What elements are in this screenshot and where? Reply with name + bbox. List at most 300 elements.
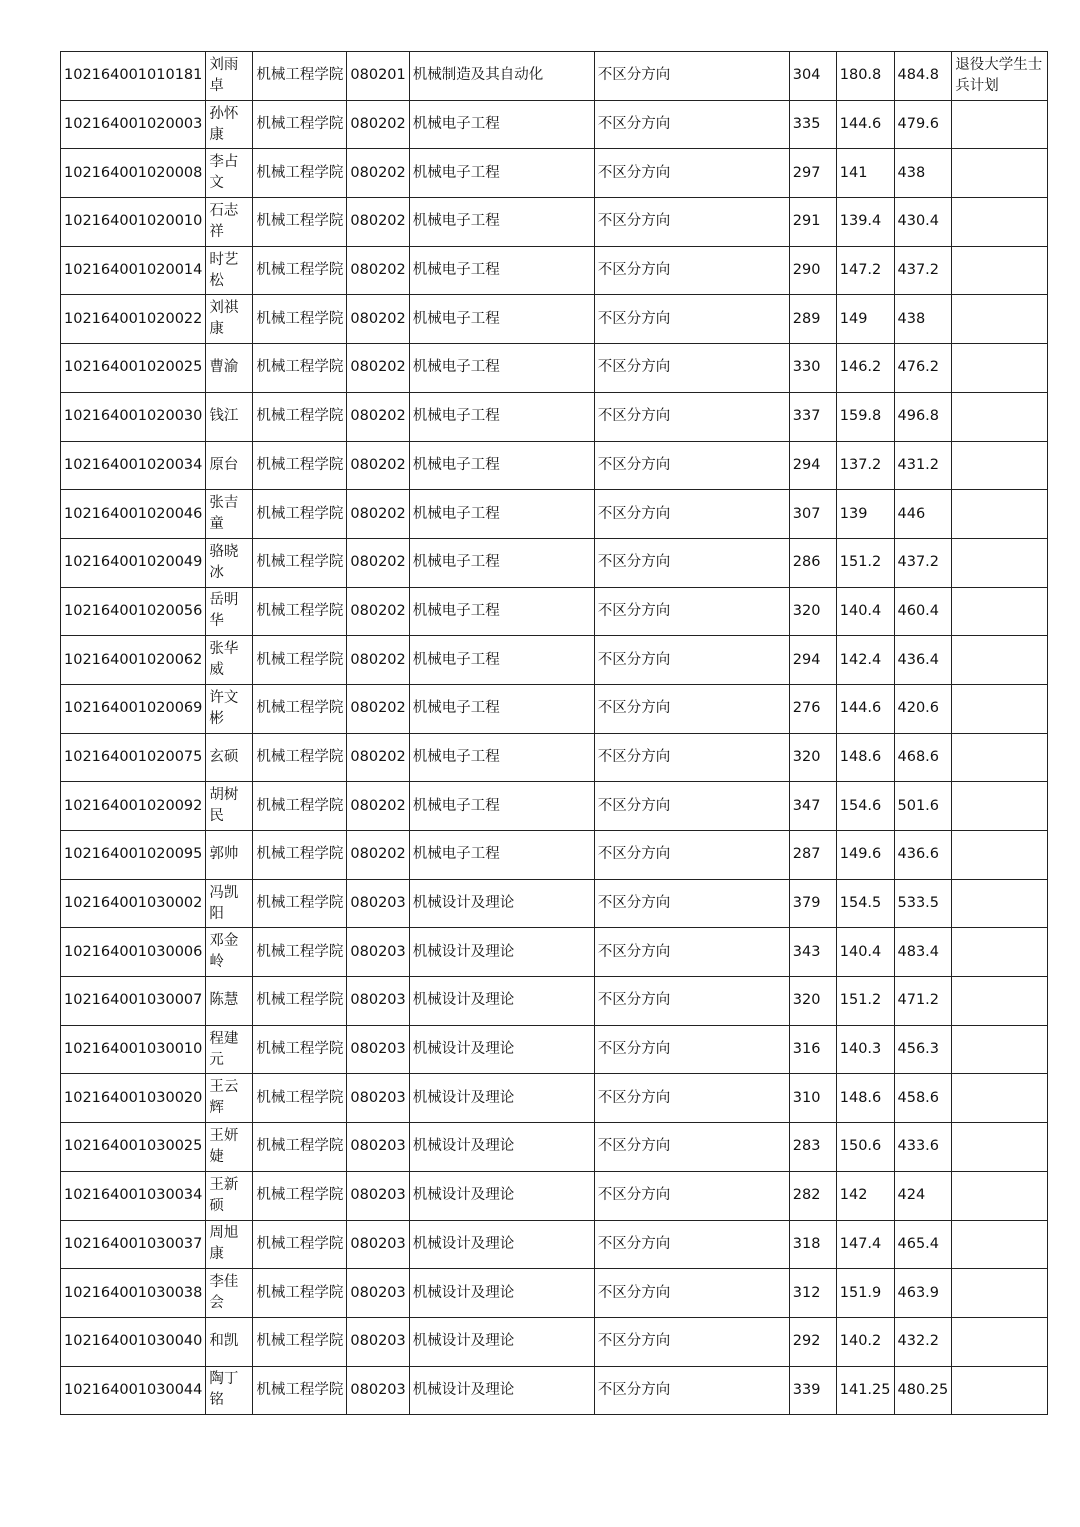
score1-cell: 312	[789, 1269, 836, 1318]
name-cell: 和凯	[206, 1317, 253, 1366]
total-cell: 501.6	[894, 782, 952, 831]
table-row	[61, 1366, 1048, 1415]
score2-cell: 141	[836, 149, 894, 198]
note-cell	[952, 1317, 1048, 1366]
code-cell: 080202	[347, 684, 409, 733]
college-cell: 机械工程学院	[253, 1123, 347, 1172]
direction-cell: 不区分方向	[594, 928, 789, 977]
note-cell	[952, 1123, 1048, 1172]
score1-cell: 282	[789, 1171, 836, 1220]
note-cell	[952, 441, 1048, 490]
college-cell: 机械工程学院	[253, 928, 347, 977]
name-cell: 张吉童	[206, 490, 253, 539]
note-cell	[952, 100, 1048, 149]
id-cell: 102164001020062	[61, 636, 206, 685]
college-cell: 机械工程学院	[253, 198, 347, 247]
id-cell: 102164001030037	[61, 1220, 206, 1269]
total-cell: 468.6	[894, 733, 952, 782]
note-cell	[952, 1269, 1048, 1318]
college-cell: 机械工程学院	[253, 246, 347, 295]
total-cell: 465.4	[894, 1220, 952, 1269]
total-cell: 496.8	[894, 392, 952, 441]
score1-cell: 330	[789, 344, 836, 393]
note-cell	[952, 587, 1048, 636]
college-cell: 机械工程学院	[253, 1269, 347, 1318]
college-cell: 机械工程学院	[253, 149, 347, 198]
total-cell: 483.4	[894, 928, 952, 977]
score2-cell: 140.4	[836, 587, 894, 636]
score1-cell: 297	[789, 149, 836, 198]
table-row	[61, 538, 1048, 587]
note-cell	[952, 977, 1048, 1026]
score2-cell: 159.8	[836, 392, 894, 441]
score2-cell: 139	[836, 490, 894, 539]
score2-cell: 149	[836, 295, 894, 344]
major-cell: 机械设计及理论	[409, 1317, 594, 1366]
direction-cell: 不区分方向	[594, 538, 789, 587]
code-cell: 080202	[347, 831, 409, 880]
score1-cell: 283	[789, 1123, 836, 1172]
note-cell	[952, 1171, 1048, 1220]
note-cell	[952, 344, 1048, 393]
score1-cell: 335	[789, 100, 836, 149]
note-cell	[952, 733, 1048, 782]
direction-cell: 不区分方向	[594, 636, 789, 685]
table-row	[61, 733, 1048, 782]
score2-cell: 151.9	[836, 1269, 894, 1318]
total-cell: 438	[894, 149, 952, 198]
score2-cell: 154.6	[836, 782, 894, 831]
total-cell: 424	[894, 1171, 952, 1220]
college-cell: 机械工程学院	[253, 441, 347, 490]
score1-cell: 339	[789, 1366, 836, 1415]
code-cell: 080203	[347, 1074, 409, 1123]
table-body	[61, 52, 1048, 1415]
direction-cell: 不区分方向	[594, 684, 789, 733]
table-row	[61, 490, 1048, 539]
id-cell: 102164001030038	[61, 1269, 206, 1318]
score2-cell: 148.6	[836, 733, 894, 782]
name-cell: 胡树民	[206, 782, 253, 831]
score1-cell: 310	[789, 1074, 836, 1123]
id-cell: 102164001030034	[61, 1171, 206, 1220]
name-cell: 程建元	[206, 1025, 253, 1074]
major-cell: 机械电子工程	[409, 295, 594, 344]
id-cell: 102164001020046	[61, 490, 206, 539]
score1-cell: 291	[789, 198, 836, 247]
total-cell: 456.3	[894, 1025, 952, 1074]
college-cell: 机械工程学院	[253, 1220, 347, 1269]
direction-cell: 不区分方向	[594, 587, 789, 636]
major-cell: 机械设计及理论	[409, 1123, 594, 1172]
id-cell: 102164001020069	[61, 684, 206, 733]
college-cell: 机械工程学院	[253, 295, 347, 344]
table-row	[61, 684, 1048, 733]
note-cell	[952, 1220, 1048, 1269]
major-cell: 机械设计及理论	[409, 1025, 594, 1074]
total-cell: 433.6	[894, 1123, 952, 1172]
major-cell: 机械电子工程	[409, 392, 594, 441]
total-cell: 479.6	[894, 100, 952, 149]
table-row	[61, 295, 1048, 344]
direction-cell: 不区分方向	[594, 1025, 789, 1074]
note-cell	[952, 782, 1048, 831]
code-cell: 080202	[347, 587, 409, 636]
table-row	[61, 1123, 1048, 1172]
id-cell: 102164001020092	[61, 782, 206, 831]
score1-cell: 276	[789, 684, 836, 733]
college-cell: 机械工程学院	[253, 831, 347, 880]
admission-table	[60, 51, 1048, 1415]
table-row	[61, 879, 1048, 928]
college-cell: 机械工程学院	[253, 977, 347, 1026]
major-cell: 机械设计及理论	[409, 977, 594, 1026]
score1-cell: 292	[789, 1317, 836, 1366]
score2-cell: 151.2	[836, 538, 894, 587]
score2-cell: 146.2	[836, 344, 894, 393]
table-row	[61, 587, 1048, 636]
direction-cell: 不区分方向	[594, 782, 789, 831]
college-cell: 机械工程学院	[253, 879, 347, 928]
major-cell: 机械设计及理论	[409, 1366, 594, 1415]
score2-cell: 149.6	[836, 831, 894, 880]
direction-cell: 不区分方向	[594, 246, 789, 295]
score1-cell: 316	[789, 1025, 836, 1074]
college-cell: 机械工程学院	[253, 1025, 347, 1074]
name-cell: 王新硕	[206, 1171, 253, 1220]
college-cell: 机械工程学院	[253, 52, 347, 101]
total-cell: 533.5	[894, 879, 952, 928]
score2-cell: 151.2	[836, 977, 894, 1026]
score2-cell: 148.6	[836, 1074, 894, 1123]
id-cell: 102164001020008	[61, 149, 206, 198]
score1-cell: 347	[789, 782, 836, 831]
code-cell: 080202	[347, 198, 409, 247]
table-row	[61, 246, 1048, 295]
score2-cell: 144.6	[836, 100, 894, 149]
total-cell: 438	[894, 295, 952, 344]
direction-cell: 不区分方向	[594, 344, 789, 393]
id-cell: 102164001030002	[61, 879, 206, 928]
id-cell: 102164001030020	[61, 1074, 206, 1123]
id-cell: 102164001020014	[61, 246, 206, 295]
note-cell	[952, 831, 1048, 880]
note-cell	[952, 490, 1048, 539]
total-cell: 463.9	[894, 1269, 952, 1318]
code-cell: 080203	[347, 879, 409, 928]
direction-cell: 不区分方向	[594, 1074, 789, 1123]
name-cell: 邓金岭	[206, 928, 253, 977]
code-cell: 080202	[347, 392, 409, 441]
score1-cell: 289	[789, 295, 836, 344]
code-cell: 080203	[347, 1025, 409, 1074]
note-cell	[952, 1366, 1048, 1415]
note-cell	[952, 636, 1048, 685]
id-cell: 102164001020095	[61, 831, 206, 880]
code-cell: 080202	[347, 782, 409, 831]
total-cell: 436.6	[894, 831, 952, 880]
major-cell: 机械电子工程	[409, 441, 594, 490]
direction-cell: 不区分方向	[594, 733, 789, 782]
id-cell: 102164001030007	[61, 977, 206, 1026]
score2-cell: 140.3	[836, 1025, 894, 1074]
code-cell: 080203	[347, 1123, 409, 1172]
major-cell: 机械设计及理论	[409, 879, 594, 928]
college-cell: 机械工程学院	[253, 684, 347, 733]
major-cell: 机械电子工程	[409, 538, 594, 587]
code-cell: 080203	[347, 1171, 409, 1220]
direction-cell: 不区分方向	[594, 977, 789, 1026]
name-cell: 石志祥	[206, 198, 253, 247]
total-cell: 484.8	[894, 52, 952, 101]
college-cell: 机械工程学院	[253, 782, 347, 831]
direction-cell: 不区分方向	[594, 295, 789, 344]
direction-cell: 不区分方向	[594, 490, 789, 539]
major-cell: 机械电子工程	[409, 782, 594, 831]
college-cell: 机械工程学院	[253, 1317, 347, 1366]
total-cell: 476.2	[894, 344, 952, 393]
code-cell: 080203	[347, 928, 409, 977]
id-cell: 102164001020049	[61, 538, 206, 587]
code-cell: 080202	[347, 490, 409, 539]
score1-cell: 307	[789, 490, 836, 539]
name-cell: 许文彬	[206, 684, 253, 733]
name-cell: 时艺松	[206, 246, 253, 295]
table-row	[61, 52, 1048, 101]
table-row	[61, 1025, 1048, 1074]
score1-cell: 294	[789, 441, 836, 490]
table-row	[61, 1171, 1048, 1220]
id-cell: 102164001030040	[61, 1317, 206, 1366]
direction-cell: 不区分方向	[594, 149, 789, 198]
table-row	[61, 1269, 1048, 1318]
note-cell	[952, 879, 1048, 928]
major-cell: 机械设计及理论	[409, 1171, 594, 1220]
total-cell: 471.2	[894, 977, 952, 1026]
major-cell: 机械设计及理论	[409, 1074, 594, 1123]
table-row	[61, 831, 1048, 880]
college-cell: 机械工程学院	[253, 344, 347, 393]
id-cell: 102164001030010	[61, 1025, 206, 1074]
name-cell: 王妍婕	[206, 1123, 253, 1172]
note-cell	[952, 1074, 1048, 1123]
score2-cell: 147.4	[836, 1220, 894, 1269]
major-cell: 机械设计及理论	[409, 1269, 594, 1318]
score1-cell: 318	[789, 1220, 836, 1269]
name-cell: 岳明华	[206, 587, 253, 636]
college-cell: 机械工程学院	[253, 733, 347, 782]
note-cell	[952, 928, 1048, 977]
total-cell: 437.2	[894, 246, 952, 295]
score2-cell: 137.2	[836, 441, 894, 490]
college-cell: 机械工程学院	[253, 636, 347, 685]
total-cell: 437.2	[894, 538, 952, 587]
score1-cell: 379	[789, 879, 836, 928]
id-cell: 102164001020010	[61, 198, 206, 247]
college-cell: 机械工程学院	[253, 1074, 347, 1123]
score1-cell: 320	[789, 977, 836, 1026]
name-cell: 李占文	[206, 149, 253, 198]
major-cell: 机械电子工程	[409, 684, 594, 733]
name-cell: 玄硕	[206, 733, 253, 782]
major-cell: 机械电子工程	[409, 490, 594, 539]
total-cell: 436.4	[894, 636, 952, 685]
name-cell: 曹渝	[206, 344, 253, 393]
score1-cell: 343	[789, 928, 836, 977]
name-cell: 钱江	[206, 392, 253, 441]
name-cell: 冯凯阳	[206, 879, 253, 928]
direction-cell: 不区分方向	[594, 831, 789, 880]
table-row	[61, 977, 1048, 1026]
name-cell: 郭帅	[206, 831, 253, 880]
direction-cell: 不区分方向	[594, 879, 789, 928]
college-cell: 机械工程学院	[253, 587, 347, 636]
major-cell: 机械电子工程	[409, 246, 594, 295]
code-cell: 080203	[347, 1317, 409, 1366]
score1-cell: 320	[789, 587, 836, 636]
total-cell: 446	[894, 490, 952, 539]
code-cell: 080202	[347, 344, 409, 393]
major-cell: 机械设计及理论	[409, 1220, 594, 1269]
code-cell: 080202	[347, 636, 409, 685]
table-row	[61, 100, 1048, 149]
major-cell: 机械电子工程	[409, 733, 594, 782]
major-cell: 机械设计及理论	[409, 928, 594, 977]
code-cell: 080203	[347, 1220, 409, 1269]
table-row	[61, 782, 1048, 831]
table-row	[61, 928, 1048, 977]
id-cell: 102164001030025	[61, 1123, 206, 1172]
score2-cell: 139.4	[836, 198, 894, 247]
score2-cell: 142	[836, 1171, 894, 1220]
id-cell: 102164001030044	[61, 1366, 206, 1415]
college-cell: 机械工程学院	[253, 1171, 347, 1220]
college-cell: 机械工程学院	[253, 392, 347, 441]
major-cell: 机械电子工程	[409, 100, 594, 149]
table-row	[61, 1074, 1048, 1123]
score2-cell: 141.25	[836, 1366, 894, 1415]
note-cell	[952, 246, 1048, 295]
id-cell: 102164001020075	[61, 733, 206, 782]
score1-cell: 304	[789, 52, 836, 101]
score2-cell: 142.4	[836, 636, 894, 685]
note-cell: 退役大学生士兵计划	[952, 52, 1048, 101]
direction-cell: 不区分方向	[594, 1317, 789, 1366]
major-cell: 机械电子工程	[409, 587, 594, 636]
code-cell: 080202	[347, 149, 409, 198]
major-cell: 机械电子工程	[409, 149, 594, 198]
score1-cell: 320	[789, 733, 836, 782]
table-row	[61, 392, 1048, 441]
name-cell: 刘雨卓	[206, 52, 253, 101]
name-cell: 陶丁铭	[206, 1366, 253, 1415]
name-cell: 周旭康	[206, 1220, 253, 1269]
direction-cell: 不区分方向	[594, 1171, 789, 1220]
college-cell: 机械工程学院	[253, 538, 347, 587]
table-row	[61, 636, 1048, 685]
id-cell: 102164001020003	[61, 100, 206, 149]
id-cell: 102164001020034	[61, 441, 206, 490]
name-cell: 王云辉	[206, 1074, 253, 1123]
score2-cell: 140.4	[836, 928, 894, 977]
total-cell: 458.6	[894, 1074, 952, 1123]
name-cell: 陈慧	[206, 977, 253, 1026]
table-row	[61, 1317, 1048, 1366]
code-cell: 080203	[347, 977, 409, 1026]
code-cell: 080203	[347, 1366, 409, 1415]
total-cell: 431.2	[894, 441, 952, 490]
id-cell: 102164001020030	[61, 392, 206, 441]
id-cell: 102164001020022	[61, 295, 206, 344]
id-cell: 102164001020025	[61, 344, 206, 393]
score2-cell: 150.6	[836, 1123, 894, 1172]
note-cell	[952, 149, 1048, 198]
score1-cell: 290	[789, 246, 836, 295]
direction-cell: 不区分方向	[594, 52, 789, 101]
score2-cell: 144.6	[836, 684, 894, 733]
total-cell: 432.2	[894, 1317, 952, 1366]
table-row	[61, 1220, 1048, 1269]
direction-cell: 不区分方向	[594, 1269, 789, 1318]
score1-cell: 286	[789, 538, 836, 587]
score2-cell: 140.2	[836, 1317, 894, 1366]
note-cell	[952, 684, 1048, 733]
major-cell: 机械电子工程	[409, 831, 594, 880]
score1-cell: 287	[789, 831, 836, 880]
direction-cell: 不区分方向	[594, 392, 789, 441]
score1-cell: 337	[789, 392, 836, 441]
score2-cell: 154.5	[836, 879, 894, 928]
table-row	[61, 441, 1048, 490]
id-cell: 102164001020056	[61, 587, 206, 636]
direction-cell: 不区分方向	[594, 100, 789, 149]
note-cell	[952, 198, 1048, 247]
table-row	[61, 344, 1048, 393]
code-cell: 080202	[347, 295, 409, 344]
code-cell: 080202	[347, 733, 409, 782]
note-cell	[952, 295, 1048, 344]
code-cell: 080202	[347, 246, 409, 295]
major-cell: 机械电子工程	[409, 198, 594, 247]
college-cell: 机械工程学院	[253, 490, 347, 539]
note-cell	[952, 1025, 1048, 1074]
name-cell: 原台	[206, 441, 253, 490]
major-cell: 机械电子工程	[409, 636, 594, 685]
total-cell: 460.4	[894, 587, 952, 636]
code-cell: 080202	[347, 538, 409, 587]
direction-cell: 不区分方向	[594, 441, 789, 490]
code-cell: 080202	[347, 100, 409, 149]
table-row	[61, 149, 1048, 198]
college-cell: 机械工程学院	[253, 1366, 347, 1415]
total-cell: 480.25	[894, 1366, 952, 1415]
note-cell	[952, 392, 1048, 441]
name-cell: 孙怀康	[206, 100, 253, 149]
code-cell: 080203	[347, 1269, 409, 1318]
score2-cell: 180.8	[836, 52, 894, 101]
code-cell: 080202	[347, 441, 409, 490]
name-cell: 张华威	[206, 636, 253, 685]
direction-cell: 不区分方向	[594, 1366, 789, 1415]
score1-cell: 294	[789, 636, 836, 685]
note-cell	[952, 538, 1048, 587]
name-cell: 刘祺康	[206, 295, 253, 344]
direction-cell: 不区分方向	[594, 198, 789, 247]
id-cell: 102164001010181	[61, 52, 206, 101]
total-cell: 430.4	[894, 198, 952, 247]
table-row	[61, 198, 1048, 247]
name-cell: 李佳会	[206, 1269, 253, 1318]
